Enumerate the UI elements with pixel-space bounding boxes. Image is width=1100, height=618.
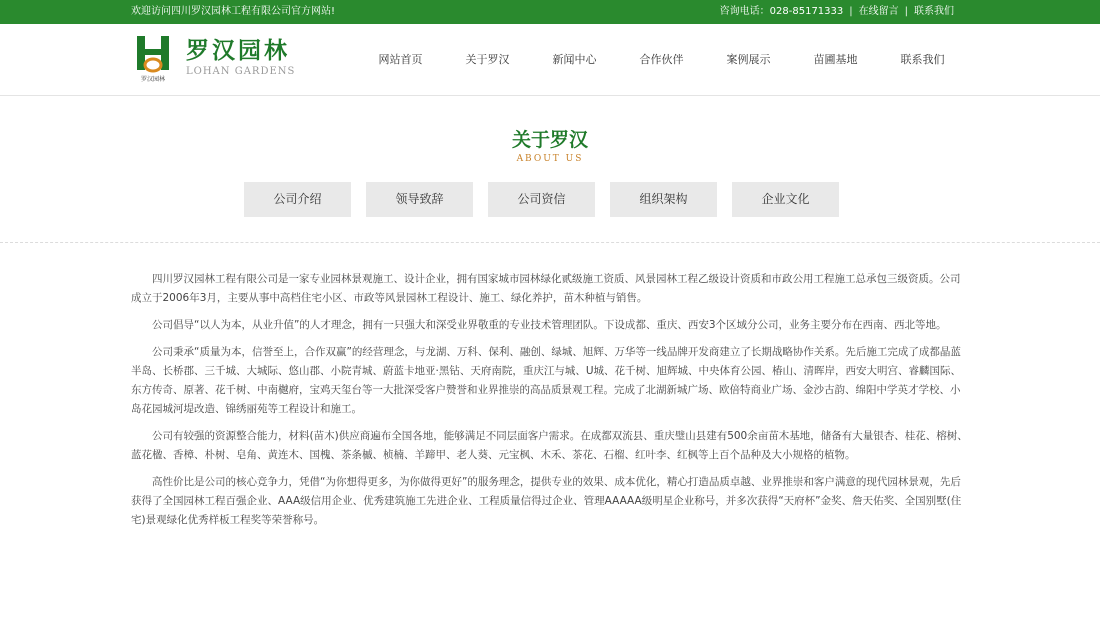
logo[interactable] [133, 34, 173, 86]
online-message-link[interactable]: 在线留言 [858, 6, 899, 17]
top-bar-links [720, 0, 954, 24]
phone-text: 咨询电话：028-85171333 [719, 6, 844, 17]
nav-partners[interactable]: 合作伙伴 [639, 53, 684, 66]
tab-leader-speech[interactable]: 领导致辞 [366, 182, 473, 217]
tab-credentials[interactable]: 公司资信 [488, 182, 595, 217]
content-paragraph: 高性价比是公司的核心竞争力，凭借“为你想得更多，为你做得更好”的服务理念，提供专业的效果、成本优化，精心打造品质卓越、业界推崇和客户满意的现代园林景观，先后获得了全国园林工程百强企业、AAA级信用企业、优秀建筑施工先进企业、工程质量信得过企业、管理AAAAA级明星企业称号，并多次获得“天府杯”金奖、詹天佑奖、全国别墅(住宅)景观绿化优秀样板工程奖等荣誉称号。 [131, 476, 962, 526]
nav-news[interactable]: 新闻中心 [552, 53, 597, 66]
separator: | [904, 6, 908, 17]
separator: | [849, 6, 853, 17]
nav-contact[interactable]: 联系我们 [900, 53, 945, 66]
tab-organization[interactable]: 组织架构 [610, 182, 717, 217]
nav-about[interactable]: 关于罗汉 [465, 53, 510, 66]
contact-us-link[interactable]: 联系我们 [914, 6, 954, 17]
top-bar [0, 0, 1100, 24]
page-subtitle: ABOUT US [516, 154, 584, 164]
section-divider [0, 242, 1100, 243]
page-title: 关于罗汉 [511, 129, 588, 151]
content-paragraph: 公司秉承“质量为本，信誉至上，合作双赢”的经营理念，与龙湖、万科、保利、融创、绿城、旭辉、万华等一线品牌开发商建立了长期战略协作关系。先后施工完成了成都晶蓝半岛、长桥郡、三千城、大城际、悠山郡、小院青城、蔚蓝卡地亚·黑钻、天府南院，重庆江与城、U城、花千树、旭辉城、中央体育公园、椿山、清晖岸，西安大明宫、睿麟国际、东方传奇、原著、花千树、中南樾府，宝鸡天玺台等一大批深受客户赞誉和业界推崇的高品质景观工程。完成了北湖新城广场、欧倍特商业广场、金沙古韵、绵阳中学英才学校、小岛花园城河堤改造、锦绣丽苑等工程设计和施工。 [131, 346, 962, 415]
brand-name-cn: 罗汉园林 [186, 38, 290, 64]
main-nav [357, 24, 966, 96]
logo-emblem-icon [133, 34, 173, 76]
content-paragraph: 公司倡导“以人为本，从业升值”的人才理念，拥有一只强大和深受业界敬重的专业技术管理团队。下设成都、重庆、西安3个区域分公司，业务主要分布在西南、西北等地。 [152, 319, 947, 331]
tab-company-intro[interactable]: 公司介绍 [244, 182, 351, 217]
tab-culture[interactable]: 企业文化 [732, 182, 839, 217]
logo-caption: 罗汉园林 [140, 76, 165, 83]
nav-home[interactable]: 网站首页 [378, 53, 423, 66]
brand-name-en: LOHAN GARDENS [186, 66, 296, 77]
site-header [0, 24, 1100, 96]
nav-nursery[interactable]: 苗圃基地 [813, 53, 858, 66]
welcome-text: 欢迎访问四川罗汉园林工程有限公司官方网站! [131, 6, 336, 17]
about-content [131, 270, 969, 538]
content-paragraph: 公司有较强的资源整合能力，材料(苗木)供应商遍布全国各地，能够满足不同层面客户需求。在成都双流县、重庆璧山县建有500余亩苗木基地，储备有大量银杏、桂花、榕树、蓝花楹、香樟、朴树、皂角、黄连木、国槐、茶条槭、桢楠、羊蹄甲、老人葵、元宝枫、木禾、茶花、石榴、红叶李、红枫等上百个品种及大小规格的植物。 [131, 430, 968, 461]
about-tabs [244, 182, 839, 217]
nav-cases[interactable]: 案例展示 [726, 53, 771, 66]
content-paragraph: 四川罗汉园林工程有限公司是一家专业园林景观施工、设计企业，拥有国家城市园林绿化贰级施工资质、风景园林工程乙级设计资质和市政公用工程施工总承包三级资质。公司成立于2006年3月，主要从事中高档住宅小区、市政等风景园林工程设计、施工、绿化养护，苗木种植与销售。 [131, 273, 961, 304]
